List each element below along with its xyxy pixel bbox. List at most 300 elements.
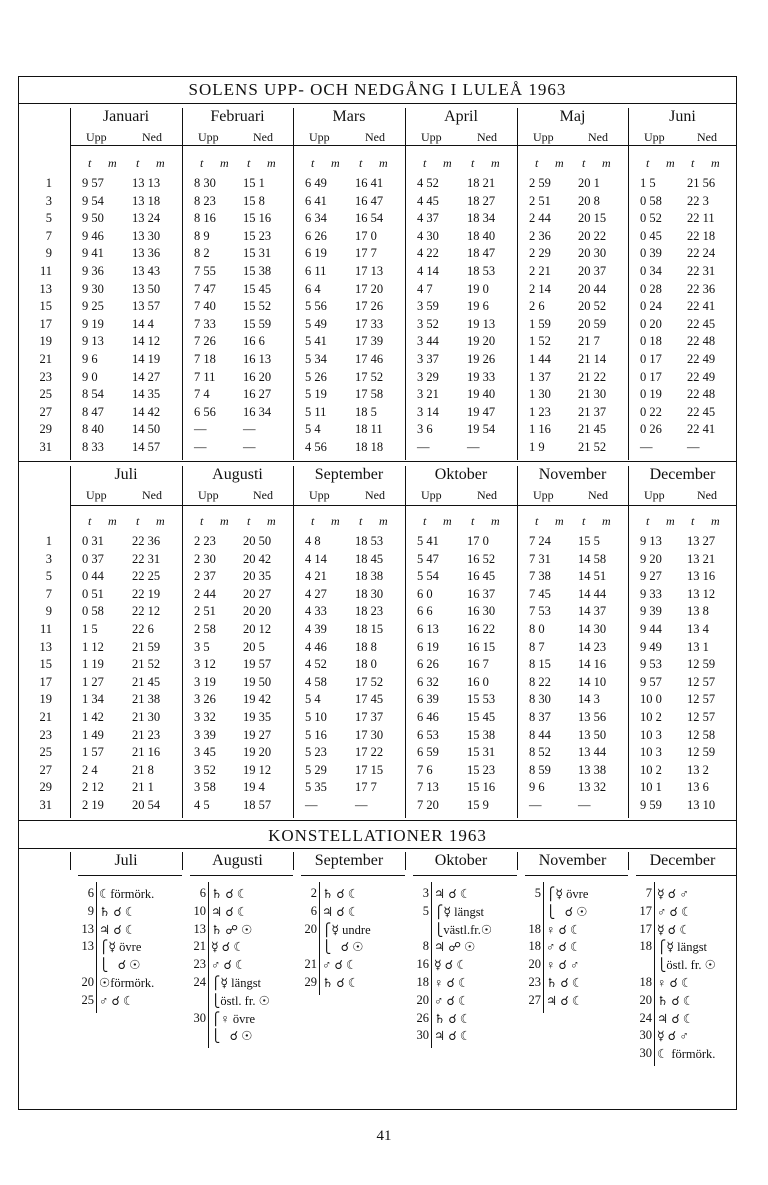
- upp-time: 2 21: [529, 264, 551, 278]
- konst-day: 24: [639, 1010, 652, 1025]
- half2-top-rule: [18, 461, 737, 462]
- upp-time: 6 59: [417, 745, 439, 760]
- ned-time: 22 49: [687, 352, 716, 366]
- konst-event: ♄ ☍ ☉: [211, 922, 253, 937]
- t-label: t: [88, 514, 92, 528]
- upp-time: 7 4: [194, 387, 210, 402]
- konst-event: ⎧☿ längst: [434, 904, 485, 919]
- row-day: 29: [39, 780, 52, 795]
- konst-event: ⎧☿ övre: [546, 887, 589, 901]
- upp-time: 9 6: [529, 780, 545, 795]
- m-label: m: [666, 514, 675, 528]
- ned-time: 12 58: [687, 727, 716, 742]
- upp-time: 2 37: [194, 569, 216, 584]
- ned-time: 22 25: [132, 569, 161, 584]
- ned-time: 22 3: [687, 193, 709, 208]
- upp-time: 2 30: [194, 551, 216, 566]
- month-name: Juli: [114, 466, 138, 483]
- upp-time: 2 51: [529, 193, 551, 208]
- upp-time: 6 26: [417, 657, 439, 672]
- m-label: m: [156, 156, 165, 170]
- konst-day: 13: [81, 939, 94, 954]
- upp-time: 6 56: [194, 404, 216, 419]
- upp-time: 7 47: [194, 281, 216, 296]
- m-label: m: [267, 156, 276, 170]
- ned-label: Ned: [253, 130, 273, 144]
- upp-label: Upp: [421, 130, 442, 144]
- upp-time: 5 4: [305, 692, 321, 707]
- m-label: m: [220, 156, 229, 170]
- ned-time: 20 37: [578, 264, 607, 278]
- ned-time: 17 52: [355, 369, 384, 384]
- ned-time: 15 16: [467, 780, 496, 795]
- upp-time: 6 41: [305, 193, 327, 208]
- col-sep: [293, 466, 294, 818]
- upp-time: 10 2: [640, 762, 662, 777]
- konst-day-sep: [96, 882, 97, 1013]
- konst-event: ♄ ☌ ☾: [211, 887, 249, 901]
- konstellationer-title: KONSTELLATIONER 1963: [268, 826, 487, 845]
- upp-time: 6 34: [305, 211, 327, 226]
- ned-time: 20 35: [243, 569, 272, 584]
- upp-time: 10 3: [640, 727, 662, 742]
- m-label: m: [267, 514, 276, 528]
- upp-label: Upp: [644, 130, 665, 144]
- konst-event: ♀ ☌ ♂: [546, 958, 580, 973]
- upp-time: 0 17: [640, 369, 662, 384]
- ned-time: 19 20: [243, 745, 272, 760]
- m-label: m: [108, 156, 117, 170]
- konst-month-rule: [301, 875, 405, 876]
- konst-day-sep: [319, 882, 320, 995]
- ned-time: 13 50: [132, 281, 161, 296]
- ned-time: 13 13: [132, 176, 161, 190]
- t-label: t: [88, 156, 92, 170]
- m-label: m: [379, 514, 388, 528]
- ned-time: 17 0: [355, 228, 377, 243]
- upp-time: 5 47: [417, 551, 439, 566]
- title-rule: [18, 103, 737, 104]
- upp-time: 3 19: [194, 674, 216, 689]
- upp-time: 6 4: [305, 281, 321, 296]
- ned-time: 17 30: [355, 727, 384, 742]
- upp-time: 1 30: [529, 387, 551, 402]
- upp-time: 5 41: [417, 534, 439, 548]
- t-label: t: [646, 156, 650, 170]
- konst-col-sep: [405, 852, 406, 870]
- upp-time: 7 53: [529, 604, 551, 619]
- ned-time: 16 22: [467, 622, 496, 636]
- konst-day: 13: [81, 921, 94, 936]
- ned-time: 22 11: [687, 211, 715, 226]
- ned-time: 12 57: [687, 674, 716, 689]
- ned-time: 13 44: [578, 745, 607, 760]
- ned-time: 19 35: [243, 710, 272, 724]
- upp-time: 6 49: [305, 176, 327, 190]
- month-name: December: [649, 466, 716, 483]
- upp-time: 7 24: [529, 534, 551, 548]
- konst-event: ♂ ☌ ☾: [546, 940, 582, 955]
- upp-time: —: [194, 422, 207, 437]
- ned-time: 17 26: [355, 299, 384, 314]
- ned-time: 16 0: [467, 674, 489, 689]
- ned-time: 17 52: [355, 674, 384, 689]
- ned-time: 21 1: [132, 780, 154, 795]
- konst-month-name: Oktober: [434, 852, 488, 869]
- upp-time: 9 41: [82, 246, 104, 261]
- upp-time: 8 30: [194, 176, 216, 190]
- ned-time: 18 0: [355, 657, 377, 672]
- upp-time: 0 45: [640, 228, 662, 243]
- header-rule: [70, 505, 737, 506]
- konst-day: 29: [304, 975, 317, 989]
- ned-time: 15 5: [578, 534, 600, 548]
- konst-month-name: September: [314, 852, 384, 869]
- row-day: 5: [45, 569, 52, 584]
- ned-label: Ned: [365, 130, 385, 144]
- ned-time: 13 57: [132, 299, 161, 314]
- konst-month-rule: [78, 875, 182, 876]
- upp-time: 1 5: [640, 176, 656, 190]
- konst-event: ⎩ ☌ ☉: [546, 904, 588, 919]
- row-day: 5: [45, 211, 52, 226]
- upp-time: 6 39: [417, 692, 439, 707]
- upp-time: 0 58: [82, 604, 104, 619]
- row-day: 27: [39, 762, 52, 777]
- ned-time: 14 50: [132, 422, 161, 437]
- ned-time: 22 19: [132, 586, 161, 601]
- ned-time: 16 20: [243, 369, 272, 384]
- row-day: 19: [39, 692, 52, 707]
- ned-time: 19 33: [467, 369, 496, 384]
- upp-time: 2 58: [194, 622, 216, 636]
- row-day: 13: [39, 639, 52, 654]
- upp-time: 7 6: [417, 762, 433, 777]
- upp-time: 1 44: [529, 352, 551, 366]
- upp-time: 1 49: [82, 727, 104, 742]
- ned-time: 14 19: [132, 352, 161, 366]
- ned-time: 20 15: [578, 211, 607, 226]
- ned-time: 19 54: [467, 422, 496, 437]
- upp-time: 6 19: [417, 639, 439, 654]
- ned-label: Ned: [697, 130, 717, 144]
- ned-time: 18 8: [355, 639, 377, 654]
- upp-time: 1 42: [82, 710, 104, 724]
- ned-time: 21 23: [132, 727, 161, 742]
- konst-month-name: November: [538, 852, 607, 869]
- upp-time: 0 17: [640, 352, 662, 366]
- konst-day: 17: [639, 903, 652, 918]
- ned-time: 19 4: [243, 780, 265, 795]
- ned-time: 12 57: [687, 692, 716, 707]
- ned-time: 18 18: [355, 440, 384, 454]
- upp-time: 2 59: [529, 176, 551, 190]
- ned-time: 20 1: [578, 176, 600, 190]
- upp-time: 2 29: [529, 246, 551, 261]
- konst-event: ♂ ☌ ☾: [211, 958, 247, 973]
- ned-time: 16 6: [243, 334, 265, 349]
- ned-time: 13 32: [578, 780, 607, 795]
- upp-time: 2 51: [194, 604, 216, 619]
- t-label: t: [200, 514, 204, 528]
- upp-time: 2 12: [82, 780, 104, 795]
- upp-time: 4 14: [305, 551, 327, 566]
- ned-time: 15 16: [243, 211, 272, 226]
- ned-time: 22 45: [687, 404, 716, 419]
- ned-time: 16 27: [243, 387, 272, 402]
- upp-time: 1 23: [529, 404, 551, 419]
- konst-event: ⎧☿ längst: [211, 976, 262, 990]
- upp-time: 9 54: [82, 193, 104, 208]
- upp-time: 0 44: [82, 569, 104, 584]
- row-day: 29: [39, 422, 52, 437]
- upp-time: 9 33: [640, 586, 662, 601]
- upp-label: Upp: [644, 488, 665, 502]
- upp-time: 4 56: [305, 440, 327, 454]
- upp-time: 7 38: [529, 569, 551, 584]
- col-sep: [628, 466, 629, 818]
- ned-time: 18 15: [355, 622, 384, 636]
- ned-time: 19 42: [243, 692, 272, 707]
- ned-time: 18 34: [467, 211, 496, 226]
- ned-time: 15 38: [243, 264, 272, 278]
- upp-time: 7 31: [529, 551, 551, 566]
- row-day: 11: [39, 264, 52, 278]
- col-sep: [517, 466, 518, 818]
- konst-event: ♃ ☌ ☾: [99, 922, 137, 937]
- upp-time: 1 27: [82, 674, 104, 689]
- ned-time: 16 37: [467, 586, 496, 601]
- upp-time: 0 20: [640, 316, 662, 331]
- upp-time: 0 58: [640, 193, 662, 208]
- upp-label: Upp: [86, 130, 107, 144]
- t-label: t: [359, 514, 363, 528]
- t-label: t: [582, 156, 586, 170]
- row-day: 25: [39, 745, 52, 760]
- ned-time: 20 52: [578, 299, 607, 314]
- konst-event: ♂ ☌ ☾: [434, 993, 470, 1008]
- konst-event: ♀ ☌ ☾: [546, 922, 582, 937]
- ned-time: 17 13: [355, 264, 384, 278]
- upp-time: 0 22: [640, 404, 662, 419]
- upp-time: 3 58: [194, 780, 216, 795]
- ned-time: 21 52: [578, 440, 607, 454]
- konst-col-sep: [293, 852, 294, 870]
- konst-col-sep: [628, 852, 629, 870]
- row-day: 3: [45, 551, 52, 566]
- konst-day: 2: [310, 886, 317, 900]
- konst-event: ☿ ☌ ☾: [211, 940, 245, 955]
- konst-col-sep: [182, 852, 183, 870]
- upp-time: 9 53: [640, 657, 662, 672]
- upp-time: 9 57: [82, 176, 104, 190]
- ned-time: 21 59: [132, 639, 161, 654]
- ned-time: 13 8: [687, 604, 709, 619]
- month-name: Mars: [332, 108, 366, 125]
- upp-time: 5 16: [305, 727, 327, 742]
- ned-time: 19 50: [243, 674, 272, 689]
- ned-time: 18 38: [355, 569, 384, 584]
- ned-time: 20 54: [132, 798, 161, 812]
- m-label: m: [555, 156, 564, 170]
- upp-time: —: [194, 440, 207, 454]
- row-day: 21: [39, 710, 52, 724]
- ned-time: 18 30: [355, 586, 384, 601]
- ned-time: 14 58: [578, 551, 607, 566]
- konst-day: 18: [528, 939, 541, 954]
- ned-time: 22 48: [687, 387, 716, 402]
- upp-time: 5 10: [305, 710, 327, 724]
- upp-time: 0 39: [640, 246, 662, 261]
- ned-label: Ned: [588, 488, 608, 502]
- konst-event: ♃ ☌ ☾: [546, 993, 584, 1008]
- upp-time: —: [640, 440, 653, 454]
- t-label: t: [247, 156, 251, 170]
- konst-event: ☿ ☌ ☾: [434, 958, 468, 973]
- upp-time: 4 46: [305, 639, 327, 654]
- konst-day: 27: [528, 992, 541, 1007]
- month-name: September: [314, 466, 384, 483]
- upp-time: 0 28: [640, 281, 662, 296]
- ned-time: 21 45: [578, 422, 607, 437]
- upp-time: 6 26: [305, 228, 327, 243]
- upp-time: 8 37: [529, 710, 551, 724]
- ned-time: 18 45: [355, 551, 384, 566]
- konst-day-sep: [654, 882, 655, 1066]
- upp-time: —: [305, 798, 318, 812]
- col-sep: [405, 466, 406, 818]
- upp-time: 3 59: [417, 299, 439, 314]
- upp-time: 3 37: [417, 352, 439, 366]
- konst-day: 16: [416, 957, 429, 972]
- row-day: 23: [39, 369, 52, 384]
- upp-time: 4 45: [417, 193, 439, 208]
- ned-time: 20 44: [578, 281, 607, 296]
- t-label: t: [359, 156, 363, 170]
- ned-time: 16 13: [243, 352, 272, 366]
- upp-time: 9 50: [82, 211, 104, 226]
- konst-top-rule: [18, 820, 737, 821]
- konst-event: ♄ ☌ ☾: [434, 1011, 472, 1026]
- konst-day: 30: [193, 1010, 206, 1025]
- konst-event: ⎧☿ undre: [322, 922, 371, 937]
- row-day: 17: [39, 674, 52, 689]
- konst-event: ☿ ☌ ♂: [657, 887, 689, 901]
- upp-time: 5 41: [305, 334, 327, 349]
- ned-time: 20 42: [243, 551, 272, 566]
- row-day: 27: [39, 404, 52, 419]
- month-name: Juni: [669, 108, 696, 125]
- upp-time: 8 40: [82, 422, 104, 437]
- ned-time: 22 31: [132, 551, 161, 566]
- ned-time: —: [467, 440, 480, 454]
- upp-time: 5 35: [305, 780, 327, 795]
- upp-time: 0 34: [640, 264, 662, 278]
- konst-day: 30: [639, 1028, 652, 1043]
- ned-time: 20 59: [578, 316, 607, 331]
- ned-time: 17 46: [355, 352, 384, 366]
- upp-time: 3 14: [417, 404, 439, 419]
- ned-time: 19 6: [467, 299, 489, 314]
- m-label: m: [443, 156, 452, 170]
- upp-time: 9 19: [82, 316, 104, 331]
- t-label: t: [535, 156, 539, 170]
- ned-time: 13 36: [132, 246, 161, 261]
- upp-time: 1 57: [82, 745, 104, 760]
- m-label: m: [220, 514, 229, 528]
- ned-time: 17 58: [355, 387, 384, 402]
- ned-time: 15 8: [243, 193, 265, 208]
- ned-time: 15 38: [467, 727, 496, 742]
- upp-time: 5 4: [305, 422, 321, 437]
- ned-time: 17 37: [355, 710, 384, 724]
- upp-time: 6 11: [305, 264, 327, 278]
- upp-time: 10 1: [640, 780, 662, 795]
- upp-time: 9 27: [640, 569, 662, 584]
- ned-time: 18 27: [467, 193, 496, 208]
- col-sep: [70, 466, 71, 818]
- ned-time: 21 30: [578, 387, 607, 402]
- upp-time: 10 0: [640, 692, 662, 707]
- ned-time: 21 52: [132, 657, 161, 672]
- upp-label: Upp: [198, 130, 219, 144]
- konst-day: 20: [528, 957, 541, 972]
- upp-time: 4 33: [305, 604, 327, 619]
- upp-label: Upp: [309, 488, 330, 502]
- konst-day: 13: [193, 921, 206, 936]
- upp-time: 2 23: [194, 534, 216, 548]
- ned-time: 13 1: [687, 639, 709, 654]
- upp-time: 0 24: [640, 299, 662, 314]
- m-label: m: [108, 514, 117, 528]
- upp-time: 3 26: [194, 692, 216, 707]
- ned-time: 15 45: [467, 710, 496, 724]
- ned-label: Ned: [365, 488, 385, 502]
- konst-day: 30: [416, 1028, 429, 1043]
- ned-time: 15 52: [243, 299, 272, 314]
- ned-time: 13 21: [687, 551, 716, 566]
- konst-event: ♃ ☍ ☉: [434, 940, 476, 955]
- ned-time: 17 39: [355, 334, 384, 349]
- row-day: 25: [39, 387, 52, 402]
- upp-time: 6 32: [417, 674, 439, 689]
- upp-time: 9 36: [82, 264, 104, 278]
- ned-time: 22 41: [687, 422, 716, 437]
- konst-day: 18: [639, 939, 652, 954]
- upp-time: 3 5: [194, 639, 210, 654]
- konst-event: ⎧☿ övre: [99, 940, 142, 955]
- row-day: 15: [39, 657, 52, 672]
- t-label: t: [646, 514, 650, 528]
- upp-time: 2 44: [529, 211, 551, 226]
- ned-time: 19 57: [243, 657, 272, 672]
- t-label: t: [200, 156, 204, 170]
- ned-time: 20 5: [243, 639, 265, 654]
- upp-time: 8 52: [529, 745, 551, 760]
- t-label: t: [471, 514, 475, 528]
- row-day: 15: [39, 299, 52, 314]
- ned-time: 13 12: [687, 586, 716, 601]
- upp-time: 7 13: [417, 780, 439, 795]
- upp-time: 5 11: [305, 404, 327, 419]
- month-name: Februari: [210, 108, 265, 125]
- ned-time: 13 43: [132, 264, 161, 278]
- col-sep: [628, 108, 629, 460]
- upp-time: 8 44: [529, 727, 551, 742]
- konst-month-rule: [413, 875, 517, 876]
- upp-time: 8 16: [194, 211, 216, 226]
- ned-time: 21 16: [132, 745, 161, 760]
